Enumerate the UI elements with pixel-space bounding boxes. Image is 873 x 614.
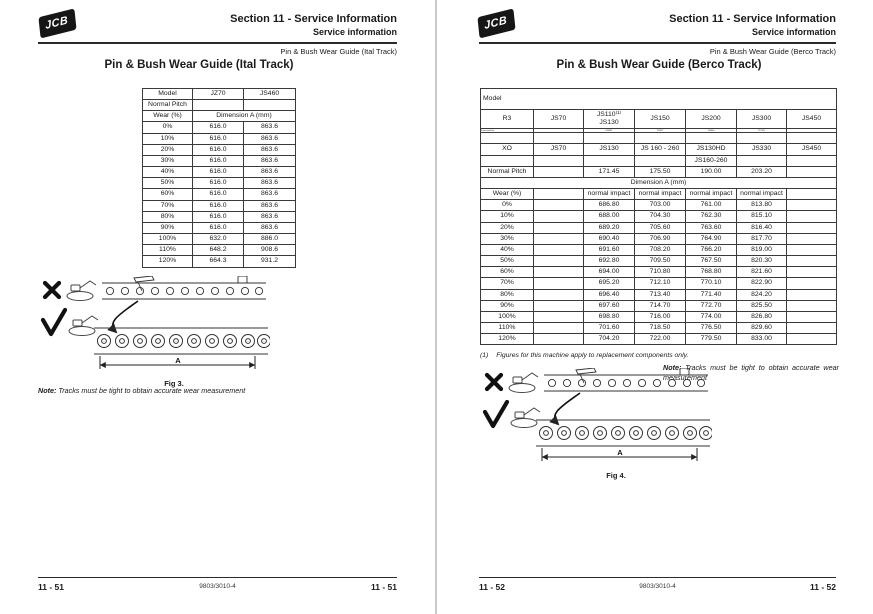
table-cell: JS330: [737, 144, 787, 155]
table-cell: 40%: [143, 167, 193, 178]
table-row: [481, 200, 837, 211]
table-cell: JS300: [737, 110, 787, 129]
table-cell: [534, 334, 584, 345]
table-cell: 616.0: [193, 167, 244, 178]
table-cell: [244, 100, 296, 111]
table-cell: 863.6: [244, 189, 296, 200]
table-cell: 908.6: [244, 245, 296, 256]
table-cell: 764.90: [686, 233, 737, 244]
table-cell: [787, 289, 837, 300]
table-cell: 0%: [143, 122, 193, 133]
table-cell: JS 160 - 260: [635, 144, 686, 155]
table-cell: 190.00: [686, 166, 737, 177]
table-cell: [534, 189, 584, 200]
upper-chain-sketch: [102, 276, 266, 299]
table-cell: JS200: [686, 110, 737, 129]
table-cell: 616.0: [193, 144, 244, 155]
table-cell: 822.90: [737, 278, 787, 289]
table-cell: Wear (%): [143, 111, 193, 122]
table-cell: [534, 200, 584, 211]
section-title: Section 11 - Service Information: [669, 13, 836, 25]
table-cell: 688.00: [584, 211, 635, 222]
table-cell: 616.0: [193, 200, 244, 211]
table-cell: 863.6: [244, 155, 296, 166]
table-cell: 776.50: [686, 322, 737, 333]
table-cell: 20%: [143, 144, 193, 155]
table-cell: 175.50: [635, 166, 686, 177]
table-row: [481, 110, 837, 129]
table-cell: 771.40: [686, 289, 737, 300]
table-cell: 50%: [481, 256, 534, 267]
table-cell: [534, 322, 584, 333]
table-cell: 863.6: [244, 211, 296, 222]
table-cell: 120%: [143, 256, 193, 267]
table-cell: 692.80: [584, 256, 635, 267]
table-cell: [534, 233, 584, 244]
table-cell: 761.00: [686, 200, 737, 211]
table-cell: 826.80: [737, 311, 787, 322]
table-row: [481, 177, 837, 188]
track-wear-diagram: [38, 276, 270, 372]
table-cell: 766.20: [686, 244, 737, 255]
table-cell: 120%: [481, 334, 534, 345]
table-row: [143, 222, 296, 233]
table-cell: [787, 334, 837, 345]
table-cell: [787, 222, 837, 233]
table-row: [481, 155, 837, 166]
table-cell: 762.30: [686, 211, 737, 222]
page-right-berco-track: [437, 0, 873, 614]
pointer-arrow: [113, 301, 138, 332]
table-cell: 616.0: [193, 222, 244, 233]
table-row: [143, 100, 296, 111]
table-cell: 60%: [143, 189, 193, 200]
table-cell: [787, 311, 837, 322]
table-cell: [534, 256, 584, 267]
table-cell: 80%: [143, 211, 193, 222]
table-cell: [534, 244, 584, 255]
table-cell: [787, 256, 837, 267]
table-cell: [787, 267, 837, 278]
section-subtitle: Service information: [312, 27, 397, 37]
table-cell: JS130: [584, 144, 635, 155]
table-row: [481, 300, 837, 311]
table-row: [481, 166, 837, 177]
table-cell: [737, 155, 787, 166]
table-row: [143, 189, 296, 200]
table-cell: [787, 166, 837, 177]
table-cell: [635, 133, 686, 144]
page-title: Pin & Bush Wear Guide (Berco Track): [556, 59, 762, 71]
note-text: Tracks must be tight to obtain accurate wear measurement: [663, 363, 839, 382]
note: [38, 386, 260, 396]
table-cell: 690.40: [584, 233, 635, 244]
table-cell: [534, 155, 584, 166]
table-cell: [787, 155, 837, 166]
table-cell: From serial No.: [481, 129, 534, 133]
table-cell: [787, 278, 837, 289]
pointer-arrow: [555, 393, 580, 424]
table-cell: 696.40: [584, 289, 635, 300]
table-cell: Dimension A (mm): [481, 177, 837, 188]
table-cell: 100%: [481, 311, 534, 322]
table-row: [143, 178, 296, 189]
table-cell: 712.10: [635, 278, 686, 289]
table-cell: 110%: [143, 245, 193, 256]
table-cell: 695.20: [584, 278, 635, 289]
table-cell: [584, 155, 635, 166]
cross-icon: [487, 375, 501, 389]
table-cell: 10%: [143, 133, 193, 144]
figure-track-measurement: [480, 368, 712, 480]
table-row: [143, 234, 296, 245]
table-cell: 701.60: [584, 322, 635, 333]
table-row: [143, 89, 296, 100]
table-cell: 90%: [481, 300, 534, 311]
table-cell: [193, 100, 244, 111]
table-cell: JS450: [787, 144, 837, 155]
table-cell: [534, 166, 584, 177]
table-cell: JS130HD: [686, 144, 737, 155]
table-cell: JS150: [635, 110, 686, 129]
table-cell: 779.50: [686, 334, 737, 345]
table-row: [143, 167, 296, 178]
table-cell: 70%: [143, 200, 193, 211]
table-cell: [534, 278, 584, 289]
table-cell: 616.0: [193, 189, 244, 200]
table-cell: JS70: [534, 110, 584, 129]
table-cell: 616.0: [193, 211, 244, 222]
table-cell: [787, 133, 837, 144]
table-cell: 50%: [143, 178, 193, 189]
table-cell: [787, 189, 837, 200]
table-cell: 701337: [635, 129, 686, 133]
page-number-left: 11 - 51: [38, 582, 64, 592]
table-cell: [534, 211, 584, 222]
note: [663, 363, 839, 382]
table-cell: 863.6: [244, 178, 296, 189]
table-cell: 815.10: [737, 211, 787, 222]
table-cell: [686, 133, 737, 144]
table-cell: 833.00: [737, 334, 787, 345]
figure-caption: Fig 3.: [164, 379, 184, 388]
note-label: Note:: [38, 386, 57, 395]
table-cell: 767.50: [686, 256, 737, 267]
table-cell: 699381: [584, 129, 635, 133]
table-cell: 816.40: [737, 222, 787, 233]
table-cell: 863.6: [244, 167, 296, 178]
section-subtitle: Service information: [751, 27, 836, 37]
table-cell: 616.0: [193, 155, 244, 166]
jcb-logo: JCB: [40, 10, 75, 37]
table-cell: [584, 133, 635, 144]
table-cell: 706.90: [635, 233, 686, 244]
table-cell: normal impact: [584, 189, 635, 200]
table-cell: 686.80: [584, 200, 635, 211]
cross-icon: [45, 283, 59, 297]
table-row: [481, 144, 837, 155]
table-cell: 697.60: [584, 300, 635, 311]
breadcrumb: Pin & Bush Wear Guide (Ital Track): [280, 47, 397, 56]
table-cell: 20%: [481, 222, 534, 233]
header-rule: [479, 42, 836, 44]
page-title: Pin & Bush Wear Guide (Ital Track): [104, 59, 294, 71]
table-cell: [787, 200, 837, 211]
footer-rule: [479, 577, 836, 578]
wear-table-ital-track: [142, 88, 296, 268]
table-cell: [787, 233, 837, 244]
table-cell: 718.50: [635, 322, 686, 333]
table-row: [143, 256, 296, 267]
table-cell: JS70: [534, 144, 584, 155]
table-row: [143, 200, 296, 211]
table-row: [481, 267, 837, 278]
document-number: 9803/3010-4: [199, 583, 236, 590]
table-cell: 716.00: [635, 311, 686, 322]
table-cell: JS110⁽¹⁾ JS130: [584, 110, 635, 129]
table-cell: 616.0: [193, 178, 244, 189]
table-cell: 763.60: [686, 222, 737, 233]
jcb-logo: JCB: [479, 10, 514, 37]
table-cell: 712105: [737, 129, 787, 133]
document-number: 9803/3010-4: [639, 583, 676, 590]
note-label: Note:: [663, 363, 682, 372]
table-cell: JZ70: [193, 89, 244, 100]
table-cell: 171.45: [584, 166, 635, 177]
table-cell: 100%: [143, 234, 193, 245]
table-cell: [534, 222, 584, 233]
table-cell: 110%: [481, 322, 534, 333]
table-cell: [534, 267, 584, 278]
table-cell: 616.0: [193, 133, 244, 144]
table-cell: normal impact: [737, 189, 787, 200]
excavator-slack-sketch: [67, 281, 96, 301]
table-cell: [787, 300, 837, 311]
table-cell: 704.20: [584, 334, 635, 345]
table-row: [143, 155, 296, 166]
table-cell: JS460: [244, 89, 296, 100]
table-cell: 30%: [481, 233, 534, 244]
check-icon: [485, 402, 507, 426]
table-row: [481, 133, 837, 144]
table-cell: 694.00: [584, 267, 635, 278]
table-cell: 713.40: [635, 289, 686, 300]
table-cell: 817.70: [737, 233, 787, 244]
table-cell: Model: [481, 89, 837, 110]
table-cell: 863.6: [244, 222, 296, 233]
table-cell: 632.0: [193, 234, 244, 245]
table-cell: JS450: [787, 110, 837, 129]
header-block: [669, 13, 836, 37]
table-cell: Dimension A (mm): [193, 111, 296, 122]
table-cell: XO: [481, 144, 534, 155]
table-cell: 813.80: [737, 200, 787, 211]
table-cell: Model: [143, 89, 193, 100]
table-cell: 824.20: [737, 289, 787, 300]
table-cell: 722.00: [635, 334, 686, 345]
note-text: Tracks must be tight to obtain accurate wear measurement: [58, 386, 246, 395]
table-cell: [534, 311, 584, 322]
footnote-text: Figures for this machine apply to replacement components only.: [496, 352, 689, 359]
lower-chain-sketch: [94, 328, 270, 354]
table-row: [481, 256, 837, 267]
table-cell: 825.50: [737, 300, 787, 311]
footer-rule: [38, 577, 397, 578]
table-cell: 40%: [481, 244, 534, 255]
table-cell: 704464: [686, 129, 737, 133]
table-cell: [787, 244, 837, 255]
table-cell: 704.30: [635, 211, 686, 222]
footnote: [480, 352, 688, 359]
table-cell: 705.60: [635, 222, 686, 233]
table-cell: 819.00: [737, 244, 787, 255]
table-row: [143, 144, 296, 155]
table-cell: 820.30: [737, 256, 787, 267]
table-cell: 772.70: [686, 300, 737, 311]
lower-chain-sketch: [536, 420, 712, 446]
table-cell: 863.6: [244, 200, 296, 211]
table-cell: 714.70: [635, 300, 686, 311]
table-row: [481, 289, 837, 300]
table-cell: 709.50: [635, 256, 686, 267]
table-row: [143, 211, 296, 222]
table-cell: 821.60: [737, 267, 787, 278]
excavator-slack-sketch: [509, 373, 538, 393]
table-row: [481, 311, 837, 322]
footnote-marker: (1): [480, 352, 489, 359]
table-cell: 90%: [143, 222, 193, 233]
check-icon: [43, 310, 65, 334]
table-row: [481, 278, 837, 289]
header-rule: [38, 42, 397, 44]
table-cell: [534, 300, 584, 311]
table-cell: 30%: [143, 155, 193, 166]
page-number-right: 11 - 52: [810, 582, 836, 592]
table-cell: 70%: [481, 278, 534, 289]
table-cell: 931.2: [244, 256, 296, 267]
table-row: [481, 334, 837, 345]
table-cell: [787, 211, 837, 222]
table-cell: 774.00: [686, 311, 737, 322]
table-cell: 886.0: [244, 234, 296, 245]
table-cell: Wear (%): [481, 189, 534, 200]
page-number-left: 11 - 52: [479, 582, 505, 592]
table-cell: normal impact: [635, 189, 686, 200]
table-row: [143, 245, 296, 256]
table-row: [481, 233, 837, 244]
figure-caption: Fig 4.: [606, 471, 626, 480]
table-cell: JS160-260: [686, 155, 737, 166]
table-cell: 0%: [481, 200, 534, 211]
figure-track-measurement: [38, 276, 270, 388]
table-cell: normal impact: [686, 189, 737, 200]
table-row: [481, 211, 837, 222]
table-row: [481, 189, 837, 200]
table-cell: R3: [481, 110, 534, 129]
dimension-a-label: A: [175, 356, 181, 365]
header-block: [230, 13, 397, 37]
table-cell: [737, 133, 787, 144]
table-cell: 80%: [481, 289, 534, 300]
table-cell: 60%: [481, 267, 534, 278]
table-cell: [534, 133, 584, 144]
table-cell: 648.2: [193, 245, 244, 256]
table-row: [143, 111, 296, 122]
dimension-a-label: A: [617, 448, 623, 457]
table-cell: 691.60: [584, 244, 635, 255]
page-number-right: 11 - 51: [371, 582, 397, 592]
table-cell: 708.20: [635, 244, 686, 255]
table-cell: 689.20: [584, 222, 635, 233]
table-row: [481, 89, 837, 110]
wear-table-berco-track: [480, 88, 837, 345]
table-cell: [481, 155, 534, 166]
table-cell: Normal Pitch: [143, 100, 193, 111]
table-row: [481, 322, 837, 333]
table-cell: [787, 322, 837, 333]
table-cell: 10%: [481, 211, 534, 222]
table-cell: 768.80: [686, 267, 737, 278]
table-cell: 770.10: [686, 278, 737, 289]
table-cell: 863.6: [244, 133, 296, 144]
table-cell: Normal Pitch: [481, 166, 534, 177]
table-cell: 664.3: [193, 256, 244, 267]
page-left-ital-track: [0, 0, 435, 614]
table-cell: 698.80: [584, 311, 635, 322]
table-row: [143, 122, 296, 133]
table-row: [481, 244, 837, 255]
table-cell: [481, 133, 534, 144]
table-cell: 710.80: [635, 267, 686, 278]
excavator-tight-sketch: [511, 408, 540, 428]
table-cell: 703.00: [635, 200, 686, 211]
table-cell: [635, 155, 686, 166]
table-cell: 829.60: [737, 322, 787, 333]
section-title: Section 11 - Service Information: [230, 13, 397, 25]
table-cell: 616.0: [193, 122, 244, 133]
breadcrumb: Pin & Bush Wear Guide (Berco Track): [709, 47, 836, 56]
table-row: [481, 222, 837, 233]
table-cell: [534, 289, 584, 300]
table-cell: 863.6: [244, 122, 296, 133]
table-row: [143, 133, 296, 144]
table-cell: 203.20: [737, 166, 787, 177]
table-cell: 863.6: [244, 144, 296, 155]
excavator-tight-sketch: [69, 316, 98, 336]
